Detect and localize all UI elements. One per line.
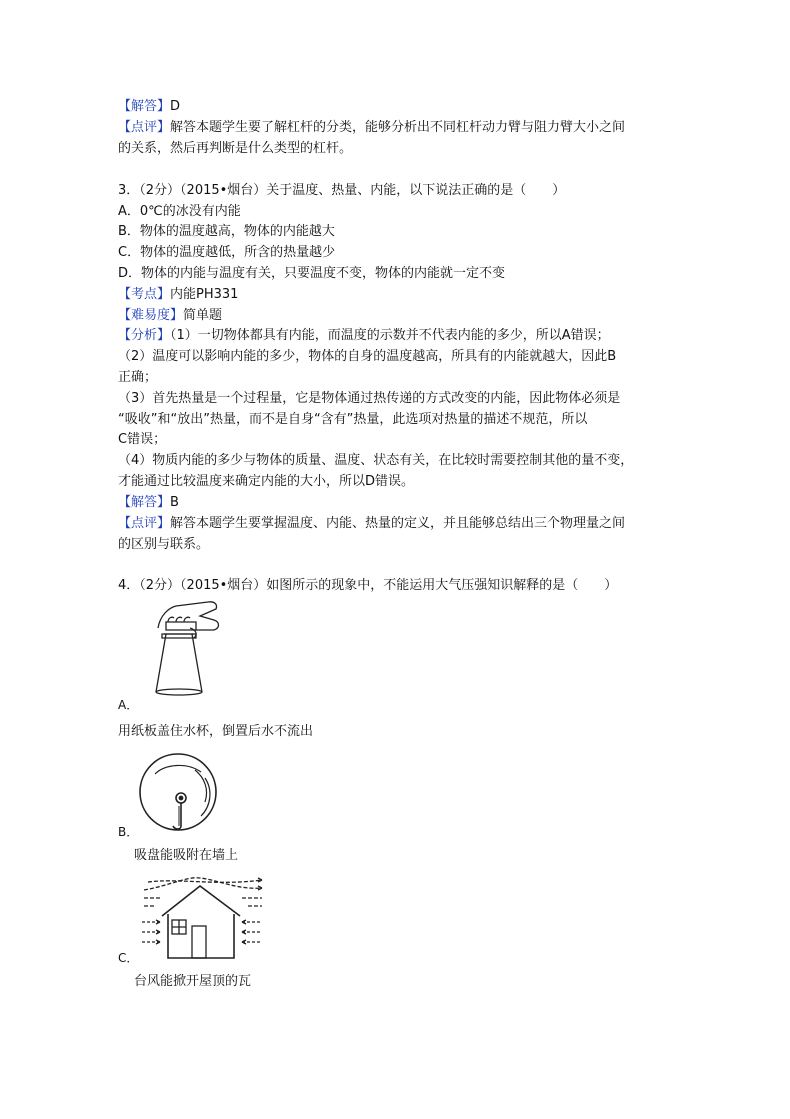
q3-fenxi-line-4: （3）首先热量是一个过程量，它是物体通过热传递的方式改变的内能，因此物体必须是 — [118, 391, 621, 406]
q3-fenxi-line-1 — [118, 326, 610, 346]
answer-value: D — [170, 99, 181, 114]
suction-cup-figure — [135, 750, 221, 834]
q4-stem: 4．（2分）（2015•烟台）如图所示的现象中，不能运用大气压强知识解释的是（ ） — [118, 578, 618, 593]
q4-option-a-letter: A． — [118, 698, 139, 712]
fenxi-tag: 【分析】 — [118, 328, 171, 343]
answer-tag: 【解答】 — [118, 495, 171, 510]
nandu-value: 简单题 — [183, 308, 223, 323]
q3-option-a: A．0℃的冰没有内能 — [118, 204, 241, 219]
typhoon-house-figure — [138, 874, 268, 964]
comment-tag: 【点评】 — [118, 516, 171, 531]
comment-tag: 【点评】 — [118, 120, 171, 135]
q3-fenxi-line-8: 才能通过比较温度来确定内能的大小，所以D错误。 — [118, 474, 415, 489]
inverted-cup-figure — [140, 600, 230, 704]
q3-fenxi-line-3: 正确； — [118, 370, 158, 385]
q4-option-b-letter: B． — [118, 825, 139, 839]
answer-tag: 【解答】 — [118, 99, 171, 114]
prev-comment-line-2 — [118, 139, 352, 159]
q3-option-c: C．物体的温度越低，所含的热量越少 — [118, 245, 336, 260]
prev-comment-line-1 — [118, 118, 625, 138]
q3-kaodian — [118, 285, 238, 305]
comment-text-cont: 的关系，然后再判断是什么类型的杠杆。 — [118, 141, 353, 156]
q3-option-b: B．物体的温度越高，物体的内能越大 — [118, 224, 335, 239]
q3-fenxi-line-2: （2）温度可以影响内能的多少，物体的自身的温度越高，所具有的内能就越大，因此B — [118, 349, 617, 364]
kaodian-tag: 【考点】 — [118, 287, 171, 302]
q3-comment-line-1 — [118, 514, 625, 534]
q3-comment-line-2: 的区别与联系。 — [118, 537, 210, 552]
q3-answer-line — [118, 493, 179, 513]
q4-option-b-caption: 吸盘能吸附在墙上 — [134, 848, 239, 863]
fenxi-text: （1）一切物体都具有内能，而温度的示数并不代表内能的多少，所以A错误； — [170, 328, 610, 343]
prev-answer-line — [118, 97, 180, 117]
q3-option-d: D．物体的内能与温度有关，只要温度不变，物体的内能就一定不变 — [118, 266, 506, 281]
q4-option-c-caption: 台风能掀开屋顶的瓦 — [134, 974, 252, 989]
kaodian-value: 内能PH331 — [170, 287, 239, 302]
nandu-tag: 【难易度】 — [118, 308, 184, 323]
q3-stem: 3．（2分）（2015•烟台）关于温度、热量、内能，以下说法正确的是（ ） — [118, 183, 566, 198]
q4-option-c-letter: C． — [118, 951, 139, 965]
q3-fenxi-line-6: C错误； — [118, 432, 167, 447]
q3-fenxi-line-5: “吸收”和“放出”热量，而不是自身“含有”热量，此选项对热量的描述不规范，所以 — [118, 412, 588, 427]
q4-option-a-caption: 用纸板盖住水杯，倒置后水不流出 — [118, 724, 314, 739]
q3-fenxi-line-7: （4）物质内能的多少与物体的质量、温度、状态有关，在比较时需要控制其他的量不变， — [118, 453, 634, 468]
comment-text: 解答本题学生要掌握温度、内能、热量的定义，并且能够总结出三个物理量之间 — [170, 516, 626, 531]
answer-value: B — [170, 495, 179, 510]
q3-nandu — [118, 306, 222, 326]
comment-text: 解答本题学生要了解杠杆的分类，能够分析出不同杠杆动力臂与阻力臂大小之间 — [170, 120, 626, 135]
